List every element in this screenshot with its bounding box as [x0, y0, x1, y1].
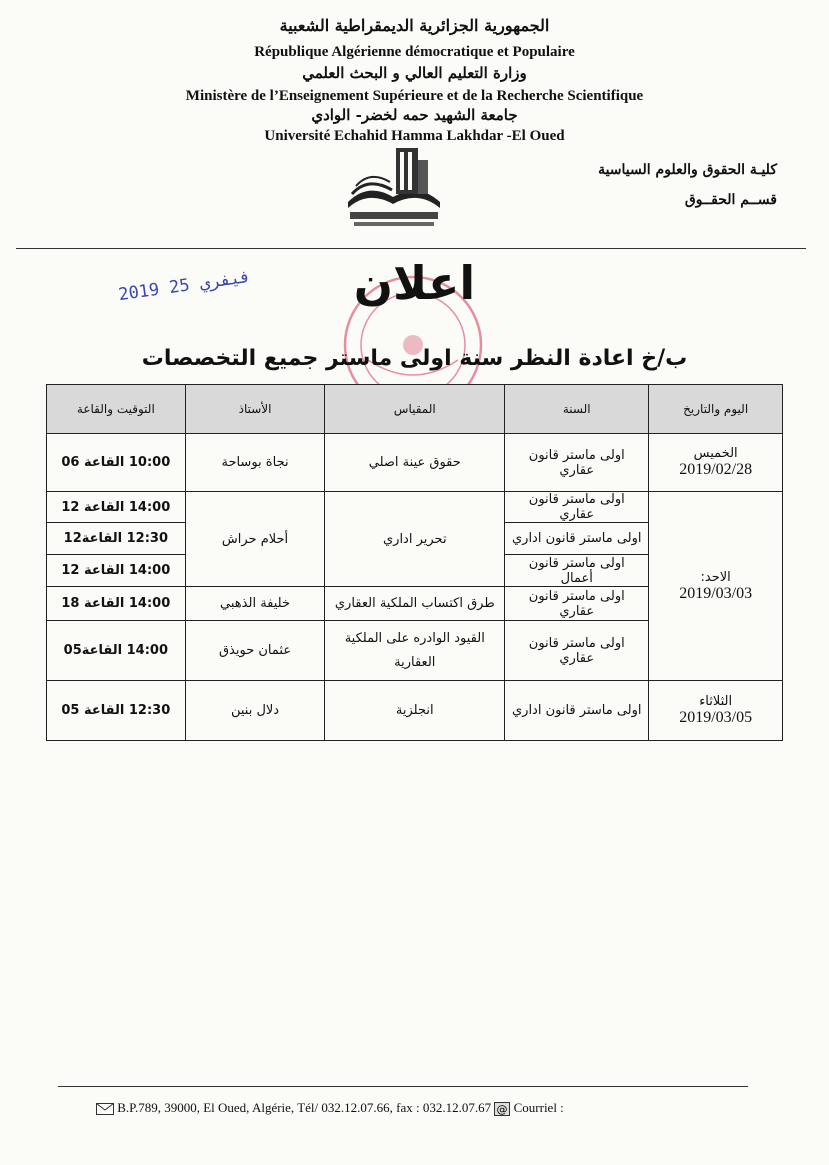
header-day-date: اليوم والتاريخ	[649, 385, 783, 434]
year-cell: اولى ماستر قانون عقاري	[505, 587, 649, 621]
subject-cell: انجلزية	[325, 681, 505, 741]
header-fr-ministry: Ministère de l’Enseignement Supérieure et de la Recherche Scientifique	[185, 88, 644, 104]
department-name: قســم الحقــوق	[684, 192, 777, 208]
day-date: 2019/02/28	[679, 461, 753, 478]
envelope-icon	[96, 1103, 114, 1115]
header-subject: المقياس	[325, 385, 505, 434]
year-cell: اولى ماستر قانون أعمال	[505, 555, 649, 587]
table-header-row	[47, 385, 783, 434]
subject-cell: طرق اكتساب الملكية العقاري	[325, 587, 505, 621]
footer-divider	[58, 1086, 748, 1087]
subject-cell: تحرير اداري	[325, 492, 505, 587]
day-cell	[649, 434, 783, 492]
time-room-cell: 14:00 القاعة 12	[47, 492, 186, 523]
subject-cell: القيود الوادره على الملكية العقارية	[325, 621, 505, 681]
professor-cell: نجاة بوساحة	[185, 434, 325, 492]
subject-cell: حقوق عينة اصلي	[325, 434, 505, 492]
year-cell: اولى ماستر قانون عقاري	[505, 434, 649, 492]
year-cell: اولى ماستر قانون عقاري	[505, 621, 649, 681]
faculty-name: كليـة الحقوق والعلوم السياسية	[598, 162, 777, 178]
time-room-cell: 14:00 القاعة 18	[47, 587, 186, 621]
time-room-cell: 14:00 القاعة 12	[47, 555, 186, 587]
announcement-title: اعلان	[353, 256, 476, 310]
header-year: السنة	[505, 385, 649, 434]
professor-cell: أحلام حراش	[185, 492, 325, 587]
time-room-cell: 14:00 القاعة05	[47, 621, 186, 681]
header-ar-republic: الجمهورية الجزائرية الديمقراطية الشعبية	[279, 16, 550, 35]
footer-contact	[96, 1100, 564, 1116]
day-cell	[649, 492, 783, 681]
announcement-subtitle: ب/خ اعادة النظر سنة اولى ماستر جميع التخصصات	[141, 346, 688, 371]
schedule-table	[46, 384, 783, 741]
day-cell	[649, 681, 783, 741]
professor-cell: دلال بنين	[185, 681, 325, 741]
table-row	[47, 681, 783, 741]
at-sign-icon	[494, 1102, 510, 1116]
day-name: الاحد:	[700, 569, 731, 585]
day-date: 2019/03/05	[679, 709, 753, 726]
time-room-cell: 10:00 القاعة 06	[47, 434, 186, 492]
day-date: 2019/03/03	[679, 584, 753, 602]
professor-cell: خليفة الذهبي	[185, 587, 325, 621]
year-cell: اولى ماستر قانون عقاري	[505, 492, 649, 523]
header-ar-ministry: وزارة التعليم العالي و البحث العلمي	[302, 64, 527, 82]
time-room-cell: 12:30 القاعة 05	[47, 681, 186, 741]
table-row	[47, 492, 783, 523]
table-row	[47, 434, 783, 492]
header-ar-university: جامعة الشهيد حمه لخضر- الوادي	[311, 106, 518, 124]
header-fr-republic: République Algérienne démocratique et Populaire	[254, 44, 575, 60]
university-logo	[338, 142, 450, 236]
time-room-cell: 12:30 القاعة12	[47, 523, 186, 555]
day-name: الخميس	[693, 446, 738, 461]
year-cell: اولى ماستر قانون اداري	[505, 681, 649, 741]
day-name: الثلاثاء	[699, 694, 733, 709]
professor-cell: عثمان حويذق	[185, 621, 325, 681]
header-professor: الأستاذ	[185, 385, 325, 434]
header-divider	[16, 248, 806, 249]
footer-address: B.P.789, 39000, El Oued, Algérie, Tél/ 032.12.07.66, fax : 032.12.07.67	[117, 1100, 492, 1115]
svg-text:@: @	[496, 1103, 508, 1117]
footer-courriel: Courriel :	[513, 1100, 564, 1115]
header-fr-university: Université Echahid Hamma Lakhdar -El Oued	[264, 128, 565, 144]
year-cell: اولى ماستر قانون اداري	[505, 523, 649, 555]
date-stamp: 2019 فيفري 25	[117, 266, 252, 306]
header-time-room: التوقيت والقاعة	[47, 385, 186, 434]
